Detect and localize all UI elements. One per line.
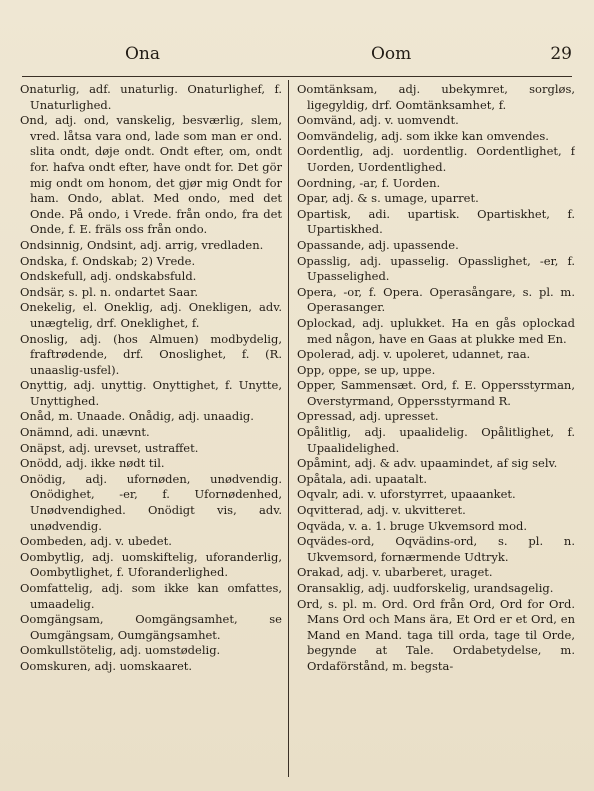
dictionary-entry: Oombytlig, adj. uomskiftelig, uforanderlig, Oombytlighet, f. Uforanderlighed.: [20, 549, 282, 580]
dictionary-entry: Oombeden, adj. v. ubedet.: [20, 534, 172, 549]
dictionary-entry: Opper, Sammensæt. Ord, f. E. Oppersstyrman, Overstyrmand, Oppersstyrmand R.: [297, 378, 575, 408]
page-number: 29: [550, 44, 572, 64]
dictionary-entry: Onyttig, adj. unyttig. Onyttighet, f. Unytte, Unyttighed.: [20, 378, 282, 408]
dictionary-entry: Opressad, adj. upresset.: [297, 409, 439, 424]
dictionary-entry: Onåd, m. Unaade. Onådig, adj. unaadig.: [20, 409, 254, 424]
dictionary-entry: Onaturlig, adf. unaturlig. Onaturlighef, f. Unaturlighed.: [20, 82, 282, 112]
running-head-left: Ona: [124, 44, 161, 64]
dictionary-entry: Oqvitterad, adj. v. ukvitteret.: [297, 503, 466, 518]
dictionary-entry: Oransaklig, adj. uudforskelig, urandsagelig.: [297, 581, 554, 595]
dictionary-entry: Opartisk, adi. upartisk. Opartiskhet, f. Upartiskhed.: [297, 206, 575, 237]
dictionary-entry: Oomvänd, adj. v. uomvendt.: [297, 113, 459, 128]
dictionary-entry: Opar, adj. & s. umage, uparret.: [297, 191, 479, 206]
dictionary-entry: Oqvalr, adi. v. uforstyrret, upaaanket.: [297, 487, 516, 502]
dictionary-entry: Oomkullstötelig, adj. uomstødelig.: [20, 643, 221, 658]
dictionary-entry: Oqvädes-ord, Oqvädins-ord, s. pl. n. Ukvemsord, fornærmende Udtryk.: [297, 534, 575, 564]
dictionary-entry: Onödig, adj. ufornøden, unødvendig. Onödighet, -er, f. Ufornødenhed, Unødvendighed. Onödigt vis, adv. unødvendig.: [20, 471, 282, 533]
dictionary-entry: Oplockad, adj. uplukket. Ha en gås oplockad med någon, have en Gaas at plukke med En.: [297, 315, 575, 346]
right-column: [297, 82, 575, 791]
dictionary-entry: Oqväda, v. a. 1. bruge Ukvemsord mod.: [297, 518, 528, 533]
dictionary-entry: Oordning, -ar, f. Uorden.: [297, 175, 441, 190]
dictionary-entry: Oomvändelig, adj. som ikke kan omvendes.: [297, 128, 549, 143]
dictionary-entry: Ondska, f. Ondskab; 2) Vrede.: [20, 253, 196, 268]
dictionary-entry: Opassande, adj. upassende.: [297, 237, 459, 252]
dictionary-entry: Orakad, adj. v. ubarberet, uraget.: [297, 565, 493, 580]
dictionary-entry: Ondsär, s. pl. n. ondartet Saar.: [20, 284, 199, 299]
dictionary-entry: Onekelig, el. Oneklig, adj. Onekligen, adv. unægtelig, drf. Oneklighet, f.: [20, 300, 282, 330]
dictionary-entry: Oomfattelig, adj. som ikke kan omfattes, umaadelig.: [20, 581, 282, 611]
dictionary-entry: Opasslig, adj. upasselig. Opasslighet, -er, f. Upasselighed.: [297, 253, 575, 284]
dictionary-entry: Oomgängsam, Oomgängsamhet, se Oumgängsam, Oumgängsamhet.: [20, 612, 282, 642]
dictionary-entry: Oomskuren, adj. uomskaaret.: [20, 658, 193, 673]
left-column: [20, 82, 282, 791]
dictionary-entry: Onäpst, adj. urevset, ustraffet.: [20, 440, 199, 455]
dictionary-entry: Oomtänksam, adj. ubekymret, sorgløs, ligegyldig, drf. Oomtänksamhet, f.: [297, 82, 575, 112]
dictionary-entry: Ondsinnig, Ondsint, adj. arrig, vredladen.: [20, 237, 264, 252]
column-divider: [288, 80, 289, 777]
dictionary-entry: Ond, adj. ond, vanskelig, besværlig, slem, vred. låtsa vara ond, lade som man er ond. slita ondt, døje ondt. Ondt efter, om, ondt for. hafva ondt efter, have ondt for. Det gör mig ondt om honom, det gjør mig Ondt for ham. Ondo, ablat. Med ondo, med det Onde. På ondo, i Vrede. från ondo, fra det Onde, f. E. fräls oss från ondo.: [20, 113, 282, 237]
dictionary-entry: Onödd, adj. ikke nødt til.: [20, 456, 165, 471]
dictionary-entry: Onämnd, adi. unævnt.: [20, 425, 150, 440]
running-head-right: Oom: [371, 44, 412, 64]
dictionary-entry: Oordentlig, adj. uordentlig. Oordentlighet, f Uorden, Uordentlighed.: [297, 144, 575, 174]
header-rule: [22, 76, 572, 77]
dictionary-entry: Ondskefull, adj. ondskabsfuld.: [20, 269, 197, 284]
dictionary-entry: Opåtala, adi. upaatalt.: [297, 471, 428, 486]
dictionary-entry: Ord, s. pl. m. Ord. Ord från Ord, Ord for Ord. Mans Ord och Mans ära, Et Ord er et Ord, en Mand en Mand. taga till orda, tage til Orde, begynde at Tale. Ordabetydelse, m. Ordaförstånd, m. begsta-: [297, 596, 575, 673]
dictionary-entry: Opera, -or, f. Opera. Operasångare, s. pl. m. Operasanger.: [297, 284, 575, 315]
dictionary-entry: Opåmint, adj. & adv. upaamindet, af sig selv.: [297, 456, 558, 471]
dictionary-entry: Opp, oppe, se up, uppe.: [297, 362, 436, 377]
dictionary-entry: Opålitlig, adj. upaalidelig. Opålitlighet, f. Upaalidelighed.: [297, 425, 575, 455]
dictionary-entry: Opolerad, adj. v. upoleret, udannet, raa.: [297, 347, 531, 362]
dictionary-entry: Onoslig, adj. (hos Almuen) modbydelig, fraftrødende, drf. Onoslighet, f. (R. unaaslig-usfel).: [20, 331, 282, 377]
